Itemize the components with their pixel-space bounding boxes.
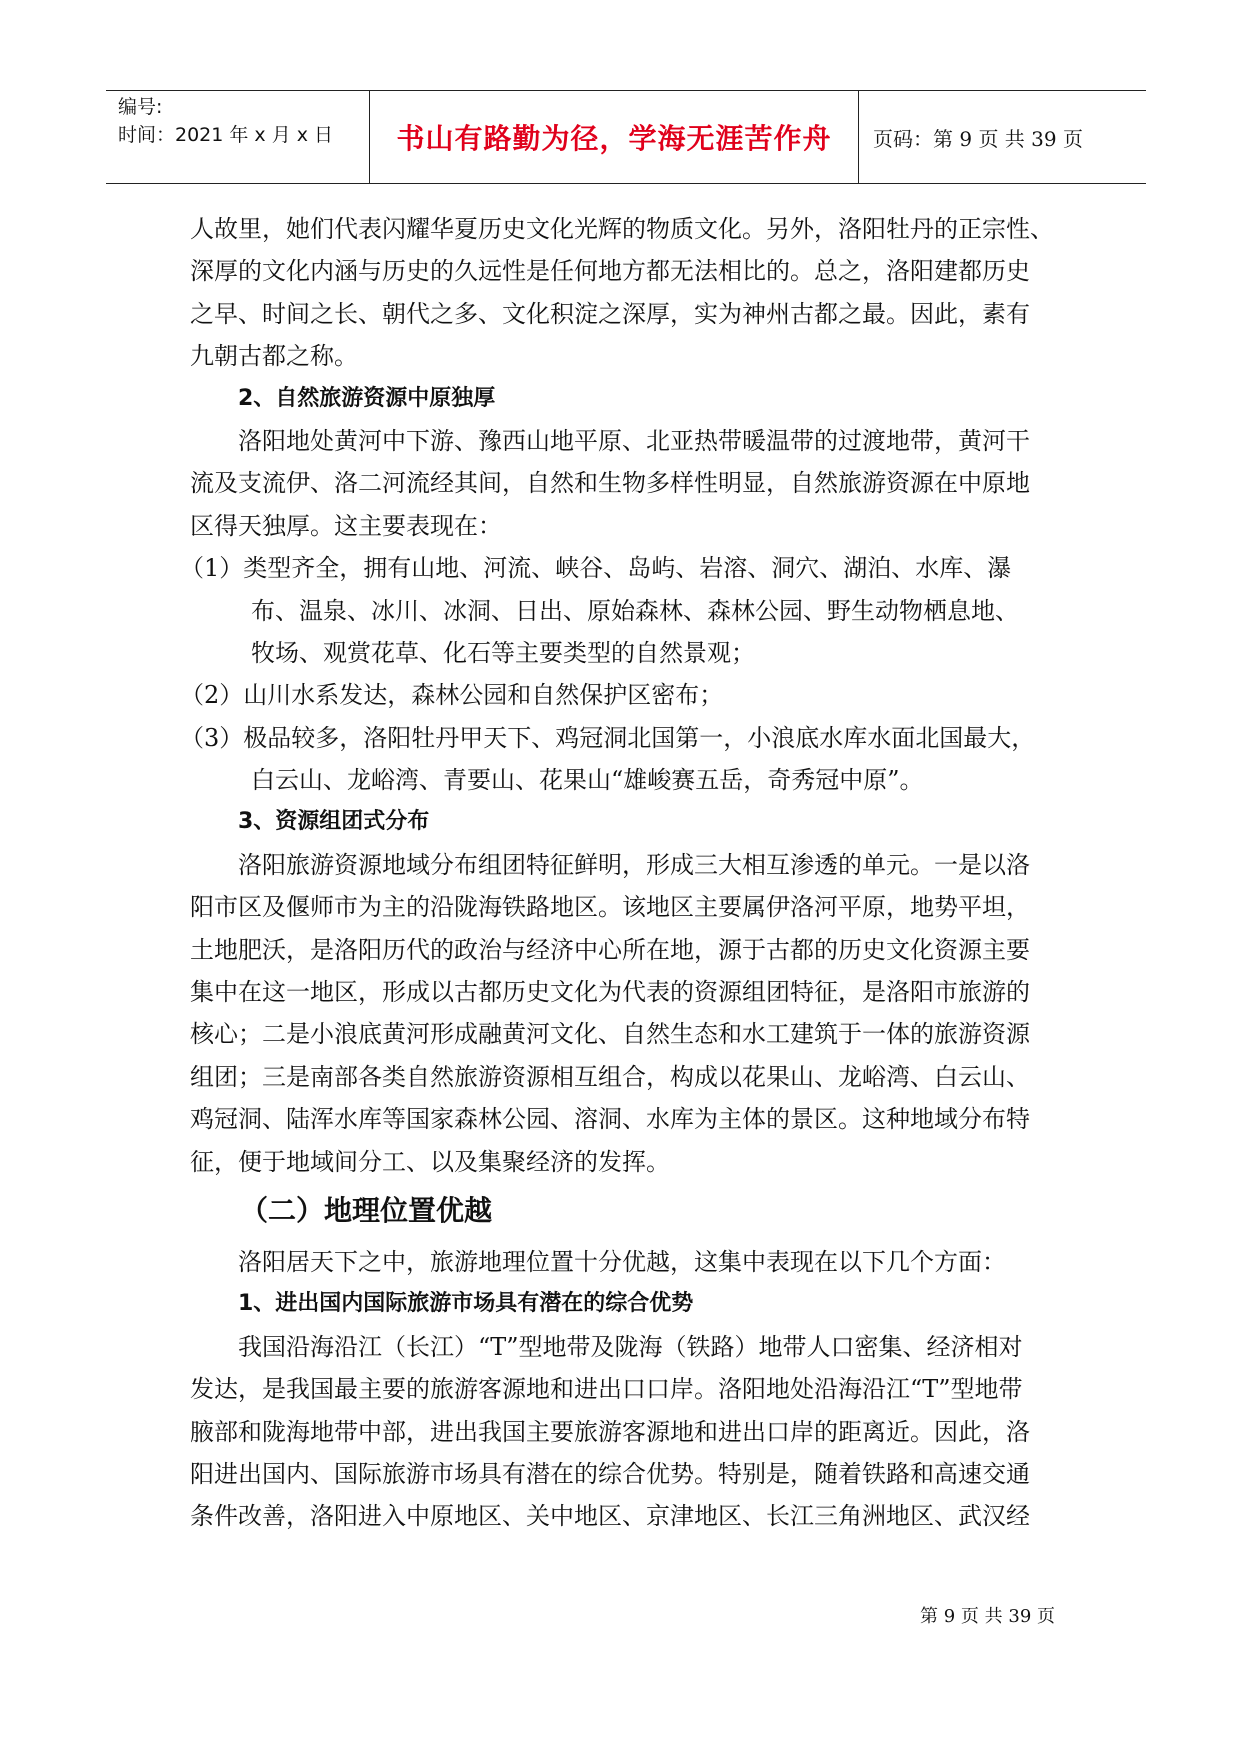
paragraph-line: 鸡冠洞、陆浑水库等国家森林公园、溶洞、水库为主体的景区。这种地域分布特 — [190, 1105, 1030, 1134]
list-item: （2）山川水系发达，森林公园和自然保护区密布； — [180, 681, 724, 710]
page-header — [106, 90, 1146, 184]
page-footer: 第 9 页 共 39 页 — [920, 1606, 1055, 1627]
paragraph-line: 洛阳地处黄河中下游、豫西山地平原、北亚热带暖温带的过渡地带，黄河干 — [238, 426, 1030, 455]
header-motto: 书山有路勤为径，学海无涯苦作舟 — [370, 91, 859, 183]
paragraph-line: 人故里，她们代表闪耀华夏历史文化光辉的物质文化。另外，洛阳牡丹的正宗性、 — [190, 215, 1054, 243]
subheading: 3、资源组团式分布 — [238, 809, 430, 835]
paragraph-line: 阳进出国内、国际旅游市场具有潜在的综合优势。特别是，随着铁路和高速交通 — [190, 1459, 1030, 1488]
paragraph-line: 腋部和陇海地带中部，进出我国主要旅游客源地和进出口岸的距离近。因此，洛 — [190, 1417, 1030, 1446]
paragraph-line: 土地肥沃，是洛阳历代的政治与经济中心所在地，源于古都的历史文化资源主要 — [190, 935, 1030, 964]
document-body — [180, 208, 1095, 1538]
list-item-continuation: 布、温泉、冰川、冰洞、日出、原始森林、森林公园、野生动物栖息地、 — [251, 596, 1019, 625]
paragraph-line: 之早、时间之长、朝代之多、文化积淀之深厚，实为神州古都之最。因此，素有 — [190, 299, 1030, 328]
paragraph-line: 征，便于地域间分工、以及集聚经济的发挥。 — [190, 1147, 670, 1176]
list-item-continuation: 白云山、龙峪湾、青要山、花果山“雄峻赛五岳，奇秀冠中原”。 — [251, 766, 924, 795]
document-time-label: 时间：2021 年 x 月 x 日 — [118, 124, 334, 146]
paragraph-line: 洛阳旅游资源地域分布组团特征鲜明，形成三大相互渗透的单元。一是以洛 — [238, 850, 1030, 879]
list-item: （1）类型齐全，拥有山地、河流、峡谷、岛屿、岩溶、洞穴、湖泊、水库、瀑 — [180, 554, 1012, 583]
list-item: （3）极品较多，洛阳牡丹甲天下、鸡冠洞北国第一，小浪底水库水面北国最大， — [180, 723, 1036, 752]
section-title: （二）地理位置优越 — [240, 1193, 493, 1227]
paragraph-line: 阳市区及偃师市为主的沿陇海铁路地区。该地区主要属伊洛河平原，地势平坦， — [190, 893, 1030, 922]
paragraph-line: 深厚的文化内涵与历史的久远性是任何地方都无法相比的。总之，洛阳建都历史 — [190, 257, 1030, 286]
list-item-continuation: 牧场、观赏花草、化石等主要类型的自然景观； — [251, 638, 755, 667]
paragraph-line: 九朝古都之称。 — [190, 342, 358, 371]
paragraph-line: 流及支流伊、洛二河流经其间，自然和生物多样性明显，自然旅游资源在中原地 — [190, 469, 1030, 498]
paragraph-line: 我国沿海沿江（长江）“T”型地带及陇海（铁路）地带人口密集、经济相对 — [238, 1332, 1023, 1361]
paragraph-line: 核心；二是小浪底黄河形成融黄河文化、自然生态和水工建筑于一体的旅游资源 — [190, 1020, 1030, 1049]
subheading: 2、自然旅游资源中原独厚 — [238, 385, 496, 411]
paragraph-line: 条件改善，洛阳进入中原地区、关中地区、京津地区、长江三角洲地区、武汉经 — [190, 1502, 1030, 1531]
header-meta — [106, 91, 370, 183]
document-number-label: 编号: — [118, 96, 163, 118]
paragraph-line: 发达，是我国最主要的旅游客源地和进出口口岸。洛阳地处沿海沿江“T”型地带 — [190, 1375, 1023, 1404]
paragraph-line: 集中在这一地区，形成以古都历史文化为代表的资源组团特征，是洛阳市旅游的 — [190, 978, 1030, 1007]
paragraph-line: 洛阳居天下之中，旅游地理位置十分优越，这集中表现在以下几个方面： — [238, 1247, 1006, 1276]
paragraph-line: 组团；三是南部各类自然旅游资源相互组合，构成以花果山、龙峪湾、白云山、 — [190, 1062, 1030, 1091]
subheading: 1、进出国内国际旅游市场具有潜在的综合优势 — [238, 1291, 694, 1317]
paragraph-line: 区得天独厚。这主要表现在： — [190, 511, 502, 540]
header-page-info: 页码：第 9 页 共 39 页 — [873, 126, 1083, 151]
